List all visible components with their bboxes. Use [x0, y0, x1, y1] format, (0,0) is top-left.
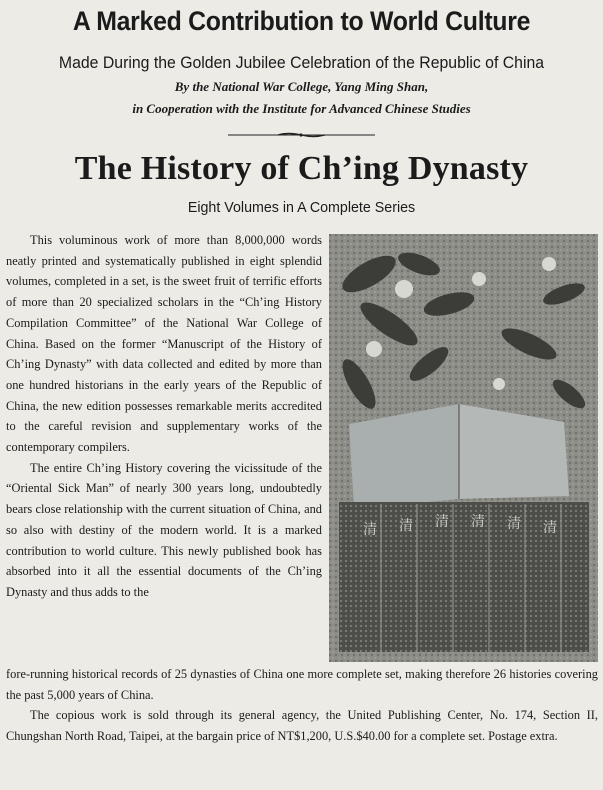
paragraph-3: The copious work is sold through its general agency, the United Publishing Center, No. 174, Section II, Chungshan North Road, Taipei, at the bargain price of NT$1,200, U.S.$40.00 for a complete set. Postage extra. [6, 708, 598, 744]
page-title: The History of Ch’ing Dynasty [74, 150, 529, 187]
cooperation-line: in Cooperation with the Institute for Advanced Chinese Studies [132, 101, 471, 116]
paragraph-2-continued: fore-running historical records of 25 dynasties of China one more complete set, making therefore 26 histories covering the past 5,000 years of China. [6, 667, 598, 702]
spine-char: 清 [363, 522, 377, 538]
spine-char: 清 [435, 514, 449, 530]
spine-char: 清 [399, 518, 413, 534]
book-with-flowers-icon [329, 234, 598, 662]
spine-char: 清 [543, 520, 557, 536]
spine-char: 清 [507, 516, 521, 532]
book-photo [329, 234, 598, 662]
paragraph-1: This voluminous work of more than 8,000,000 words neatly printed and systematically published in eight splendid volumes, completed in a set, is the sweet fruit of terrific efforts of more than 20 specialized scholars in the “Ch’ing History Compilation Committee” of the National War College of China. Based on the former “Manuscript of the History of Ch’ing Dynasty” with data collected and edited by more than one hundred historians in the early years of the Republic of China, the new edition possesses remarkable merits accredited to the careful revision and supplementary works of the contemporary compilers. [6, 233, 322, 455]
byline: By the National War College, Yang Ming Shan, [174, 79, 429, 94]
series-subtitle: Eight Volumes in A Complete Series [187, 199, 416, 216]
headline: A Marked Contribution to World Culture [72, 6, 531, 36]
paragraph-2: The entire Ch’ing History covering the vicissitude of the “Oriental Sick Man” of nearly 300 years long, undoubtedly bears close relationship with the current situation of China, and so also with destiny of the modern world. It is a marked contribution to world culture. This newly published book has absorbed into it all the essential documents of the Ch’ing Dynasty and thus adds to the [6, 460, 322, 599]
spine-char: 清 [471, 514, 485, 530]
body-column [6, 230, 322, 603]
ornament-divider-icon [228, 132, 375, 138]
full-width-text [6, 664, 598, 747]
subheadline: Made During the Golden Jubilee Celebration of the Republic of China [58, 53, 545, 72]
